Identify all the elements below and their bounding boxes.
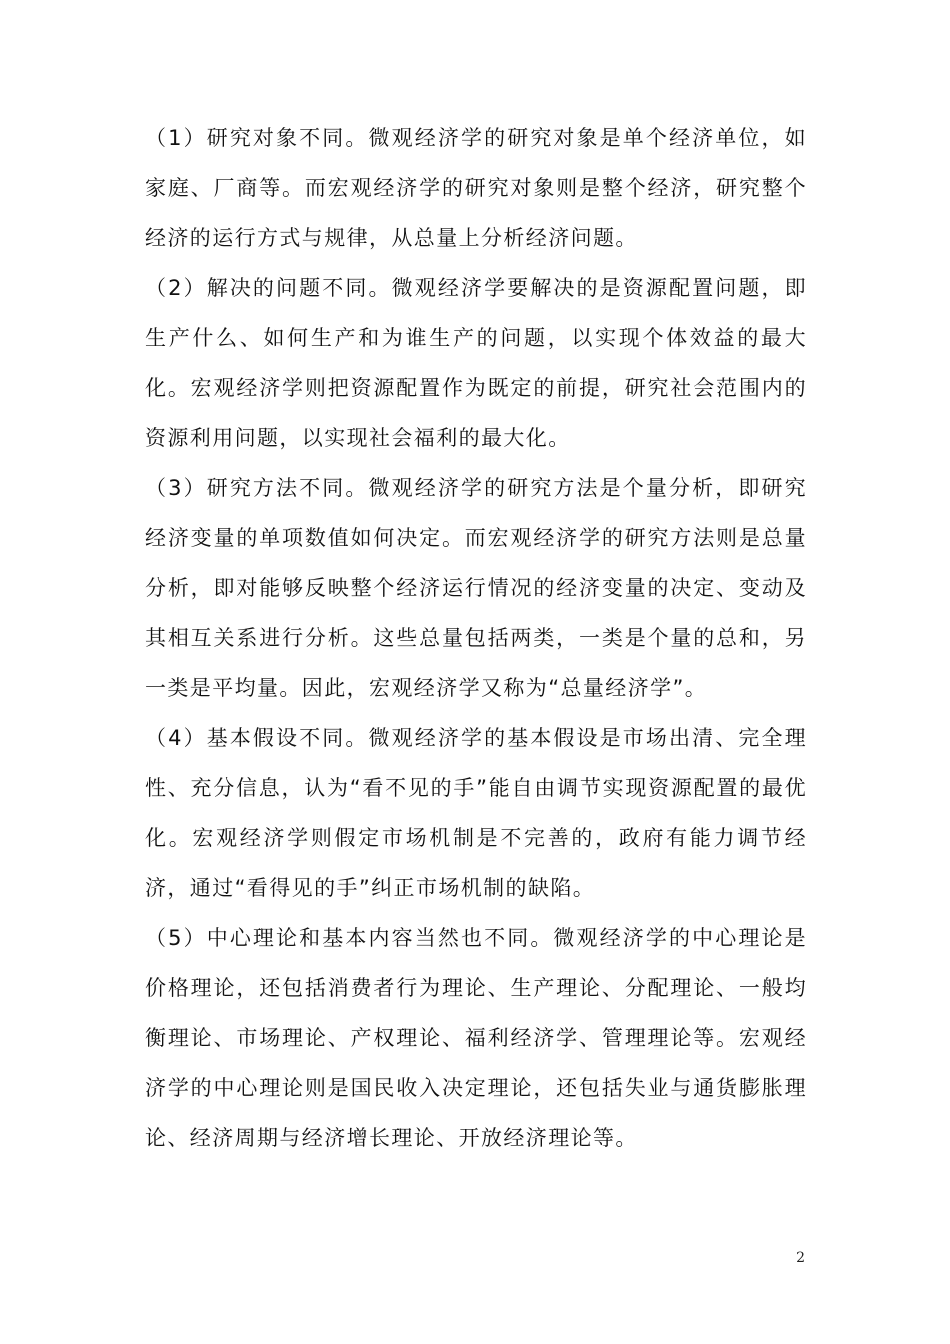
page-number: 2 [796,1250,805,1266]
paragraph-2: （2）解决的问题不同。微观经济学要解决的是资源配置问题，即生产什么、如何生产和为谁生产的问题，以实现个体效益的最大化。宏观经济学则把资源配置作为既定的前提，研究社会范围内的资源利用问题，以实现社会福利的最大化。 [145,276,807,450]
paragraph-3: （3）研究方法不同。微观经济学的研究方法是个量分析，即研究经济变量的单项数值如何决定。而宏观经济学的研究方法则是总量分析，即对能够反映整个经济运行情况的经济变量的决定、变动及其相互关系进行分析。这些总量包括两类，一类是个量的总和，另一类是平均量。因此，宏观经济学又称为“总量经济学”。 [145,476,807,700]
paragraph-1: （1）研究对象不同。微观经济学的研究对象是单个经济单位，如家庭、厂商等。而宏观经济学的研究对象则是整个经济，研究整个经济的运行方式与规律，从总量上分析经济问题。 [145,126,807,250]
paragraph-4: （4）基本假设不同。微观经济学的基本假设是市场出清、完全理性、充分信息，认为“看不见的手”能自由调节实现资源配置的最优化。宏观经济学则假定市场机制是不完善的，政府有能力调节经济，通过“看得见的手”纠正市场机制的缺陷。 [145,726,807,900]
paragraph-5: （5）中心理论和基本内容当然也不同。微观经济学的中心理论是价格理论，还包括消费者行为理论、生产理论、分配理论、一般均衡理论、市场理论、产权理论、福利经济学、管理理论等。宏观经济学的中心理论则是国民收入决定理论，还包括失业与通货膨胀理论、经济周期与经济增长理论、开放经济理论等。 [145,926,807,1150]
document-body [145,113,807,1163]
